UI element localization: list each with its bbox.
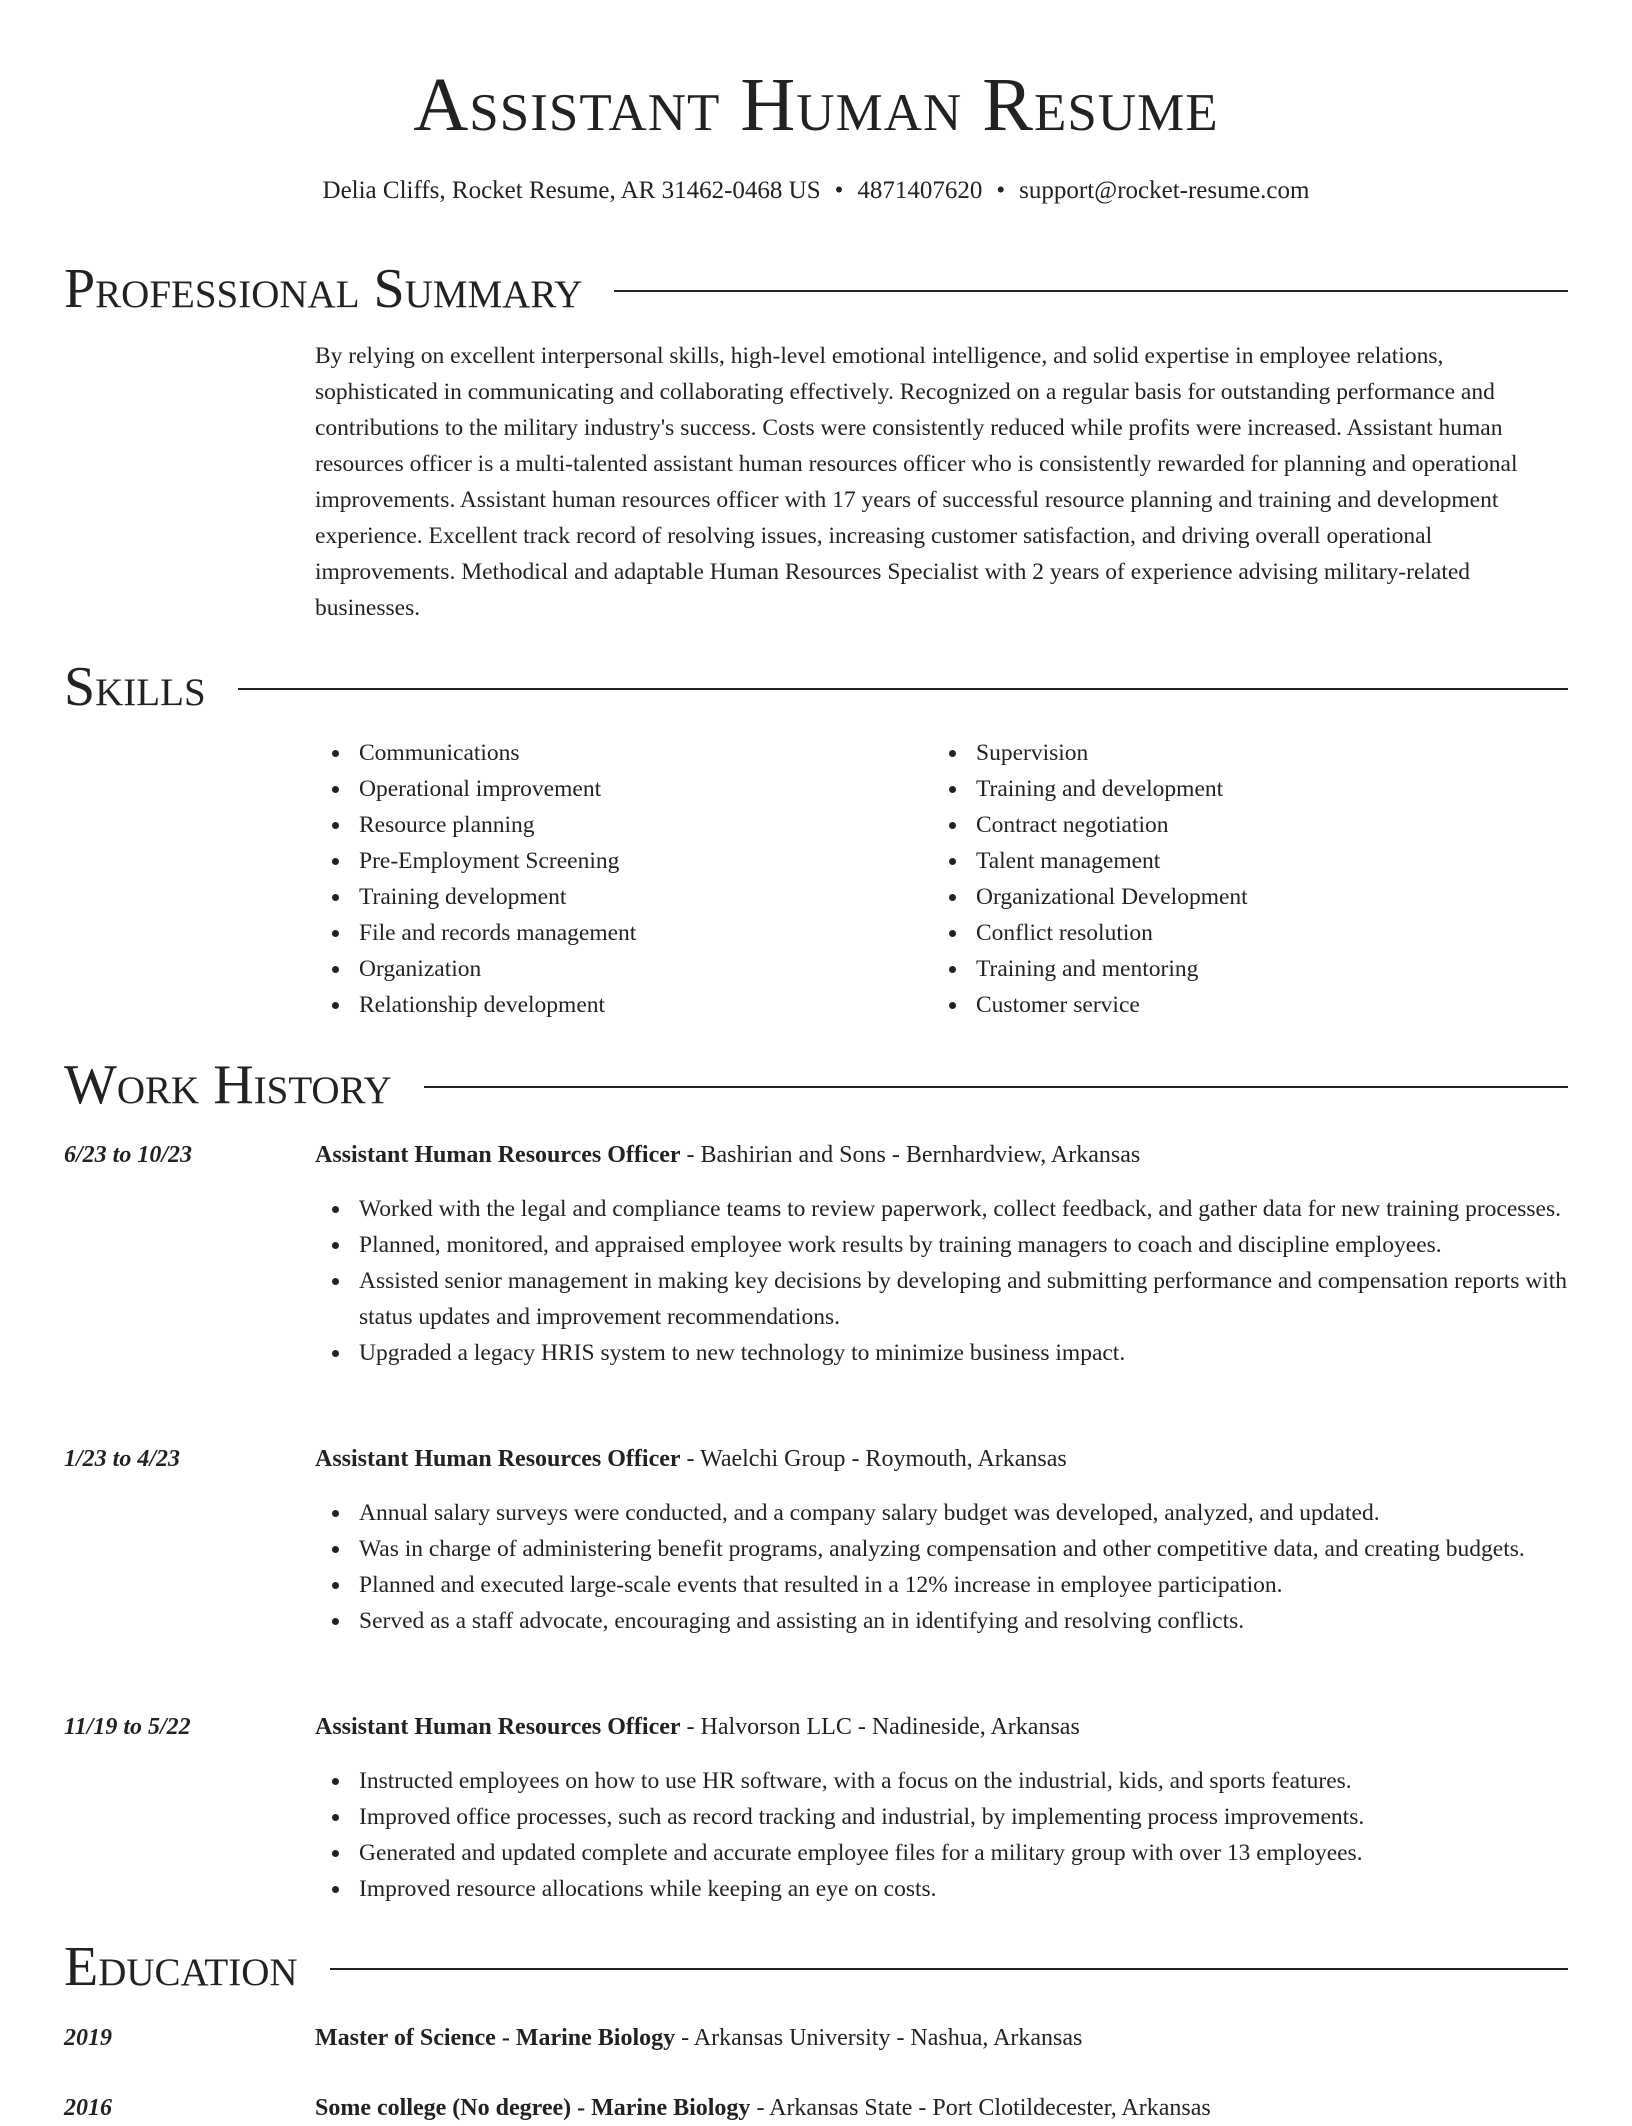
education-year: 2019 <box>64 2025 112 2051</box>
education-details: - Arkansas University - Nashua, Arkansas <box>675 2025 1083 2051</box>
job-bullet: Worked with the legal and compliance teams to review paperwork, collect feedback, and gather data for new training processes. <box>359 1191 1574 1227</box>
job-bullet: Generated and updated complete and accurate employee files for a military group with over 13 employees. <box>359 1835 1574 1871</box>
skill-item: Supervision <box>976 735 1536 771</box>
job-bullet: Upgraded a legacy HRIS system to new technology to minimize business impact. <box>359 1335 1574 1371</box>
skills-list-right <box>932 735 1536 1023</box>
section-work-history <box>64 1050 1568 1120</box>
section-rule <box>238 688 1568 690</box>
section-education <box>64 1932 1568 2002</box>
job-date: 6/23 to 10/23 <box>64 1142 193 1168</box>
skill-item: Contract negotiation <box>976 807 1536 843</box>
skill-item: Training and mentoring <box>976 951 1536 987</box>
job-details: - Bashirian and Sons - Bernhardview, Arkansas <box>680 1142 1141 1168</box>
education-heading <box>315 2090 1211 2126</box>
contact-line <box>0 174 1632 208</box>
skill-item: Organizational Development <box>976 879 1536 915</box>
section-skills <box>64 652 1568 722</box>
skill-item: Conflict resolution <box>976 915 1536 951</box>
skill-item: Training and development <box>976 771 1536 807</box>
section-heading: Education <box>64 1936 298 1998</box>
job-bullet: Improved office processes, such as record tracking and industrial, by implementing process improvements. <box>359 1799 1574 1835</box>
section-heading: Skills <box>64 656 206 718</box>
job-bullet: Annual salary surveys were conducted, and a company salary budget was developed, analyzed, and updated. <box>359 1495 1574 1531</box>
job-heading <box>315 1709 1080 1745</box>
skill-item: Organization <box>359 951 919 987</box>
skill-item: File and records management <box>359 915 919 951</box>
job-details: - Halvorson LLC - Nadineside, Arkansas <box>680 1714 1080 1740</box>
section-heading: Work History <box>64 1054 392 1116</box>
education-details: - Arkansas State - Port Clotildecester, Arkansas <box>750 2095 1211 2121</box>
skill-item: Pre-Employment Screening <box>359 843 919 879</box>
job-bullet: Planned and executed large-scale events that resulted in a 12% increase in employee participation. <box>359 1567 1574 1603</box>
education-degree: Some college (No degree) - Marine Biology <box>315 2095 751 2121</box>
job-date: 1/23 to 4/23 <box>64 1446 181 1472</box>
contact-address: Delia Cliffs, Rocket Resume, AR 31462-0468 US <box>322 177 821 204</box>
job-role: Assistant Human Resources Officer <box>315 1142 681 1168</box>
contact-phone: 4871407620 <box>857 177 983 204</box>
job-bullet: Instructed employees on how to use HR software, with a focus on the industrial, kids, and sports features. <box>359 1763 1574 1799</box>
skill-item: Resource planning <box>359 807 919 843</box>
education-heading <box>315 2020 1082 2056</box>
job-date: 11/19 to 5/22 <box>64 1714 191 1740</box>
contact-separator: • <box>834 177 844 204</box>
skill-item: Relationship development <box>359 987 919 1023</box>
skills-list-left <box>315 735 919 1023</box>
education-degree: Master of Science - Marine Biology <box>315 2025 676 2051</box>
contact-separator: • <box>996 177 1006 204</box>
skill-item: Customer service <box>976 987 1536 1023</box>
job-bullet: Planned, monitored, and appraised employee work results by training managers to coach and discipline employees. <box>359 1227 1574 1263</box>
job-details: - Waelchi Group - Roymouth, Arkansas <box>680 1446 1067 1472</box>
contact-email: support@rocket-resume.com <box>1019 177 1310 204</box>
job-bullets <box>359 1763 1574 1907</box>
job-bullet: Served as a staff advocate, encouraging and assisting an in identifying and resolving conflicts. <box>359 1603 1574 1639</box>
job-bullets <box>359 1191 1574 1371</box>
skill-item: Training development <box>359 879 919 915</box>
section-rule <box>614 290 1568 292</box>
section-professional-summary <box>64 254 1568 324</box>
job-bullet: Was in charge of administering benefit programs, analyzing compensation and other competitive data, and creating budgets. <box>359 1531 1574 1567</box>
job-bullet: Improved resource allocations while keeping an eye on costs. <box>359 1871 1574 1907</box>
job-bullets <box>359 1495 1574 1639</box>
skill-item: Operational improvement <box>359 771 919 807</box>
job-role: Assistant Human Resources Officer <box>315 1446 681 1472</box>
skill-item: Communications <box>359 735 919 771</box>
job-heading <box>315 1137 1140 1173</box>
job-heading <box>315 1441 1067 1477</box>
skill-item: Talent management <box>976 843 1536 879</box>
section-heading: Professional Summary <box>64 258 583 320</box>
job-bullet: Assisted senior management in making key decisions by developing and submitting performance and compensation reports with status updates and improvement recommendations. <box>359 1263 1574 1335</box>
job-role: Assistant Human Resources Officer <box>315 1714 681 1740</box>
resume-title: Assistant Human Resume <box>413 63 1219 147</box>
section-rule <box>424 1086 1568 1088</box>
summary-text: By relying on excellent interpersonal skills, high-level emotional intelligence, and solid expertise in employee relations, sophisticated in communicating and collaborating effectively. Recognized on a regular basis for outstanding performance and contributions to the military industry's success. Costs were consistently reduced while profits were increased. Assistant human resources officer is a multi-talented assistant human resources officer who is consistently rewarded for planning and operational improvements. Assistant human resources officer with 17 years of successful resource planning and training and development experience. Excellent track record of resolving issues, increasing customer satisfaction, and driving overall operational improvements. Methodical and adaptable Human Resources Specialist with 2 years of experience advising military-related businesses. <box>315 343 1518 621</box>
education-year: 2016 <box>64 2095 112 2121</box>
section-rule <box>330 1968 1568 1970</box>
